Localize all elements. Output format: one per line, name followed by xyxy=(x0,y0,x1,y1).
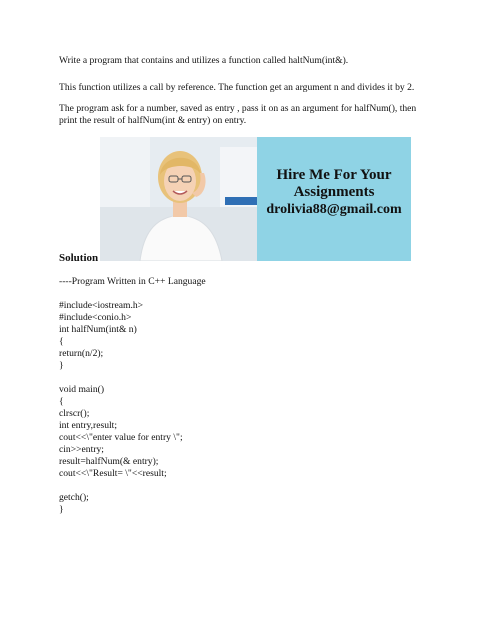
intro-line-2: This function utilizes a call by reference. The function get an argument n and divides it by 2. xyxy=(59,82,415,93)
woman-photo xyxy=(100,137,257,261)
solution-heading: Solution xyxy=(59,252,99,264)
woman-photo-illustration xyxy=(100,137,257,261)
advertisement-banner xyxy=(100,137,411,261)
code-listing: ----Program Written in C++ Language #include<iostream.h> #include<conio.h> int halfNum(int& n) { return(n/2); } void main() { clrscr(); int entry,result; cout<<\"enter value for entry \"; cin>>entry; result=halfNum(& entry); cout<<\"Result= \"<<result; getch(); } xyxy=(59,276,206,515)
assignments-heading: Assignments xyxy=(293,184,375,200)
hire-me-heading: Hire Me For Your xyxy=(276,167,392,183)
contact-email: drolivia88@gmail.com xyxy=(266,202,402,217)
intro-line-3: The program ask for a number, saved as entry , pass it on as an argument for halfNum(), then print the result of halfNum(int & entry) on entry. xyxy=(59,103,417,126)
hire-me-panel xyxy=(257,137,411,261)
intro-line-1: Write a program that contains and utilizes a function called haltNum(int&). xyxy=(59,55,349,66)
